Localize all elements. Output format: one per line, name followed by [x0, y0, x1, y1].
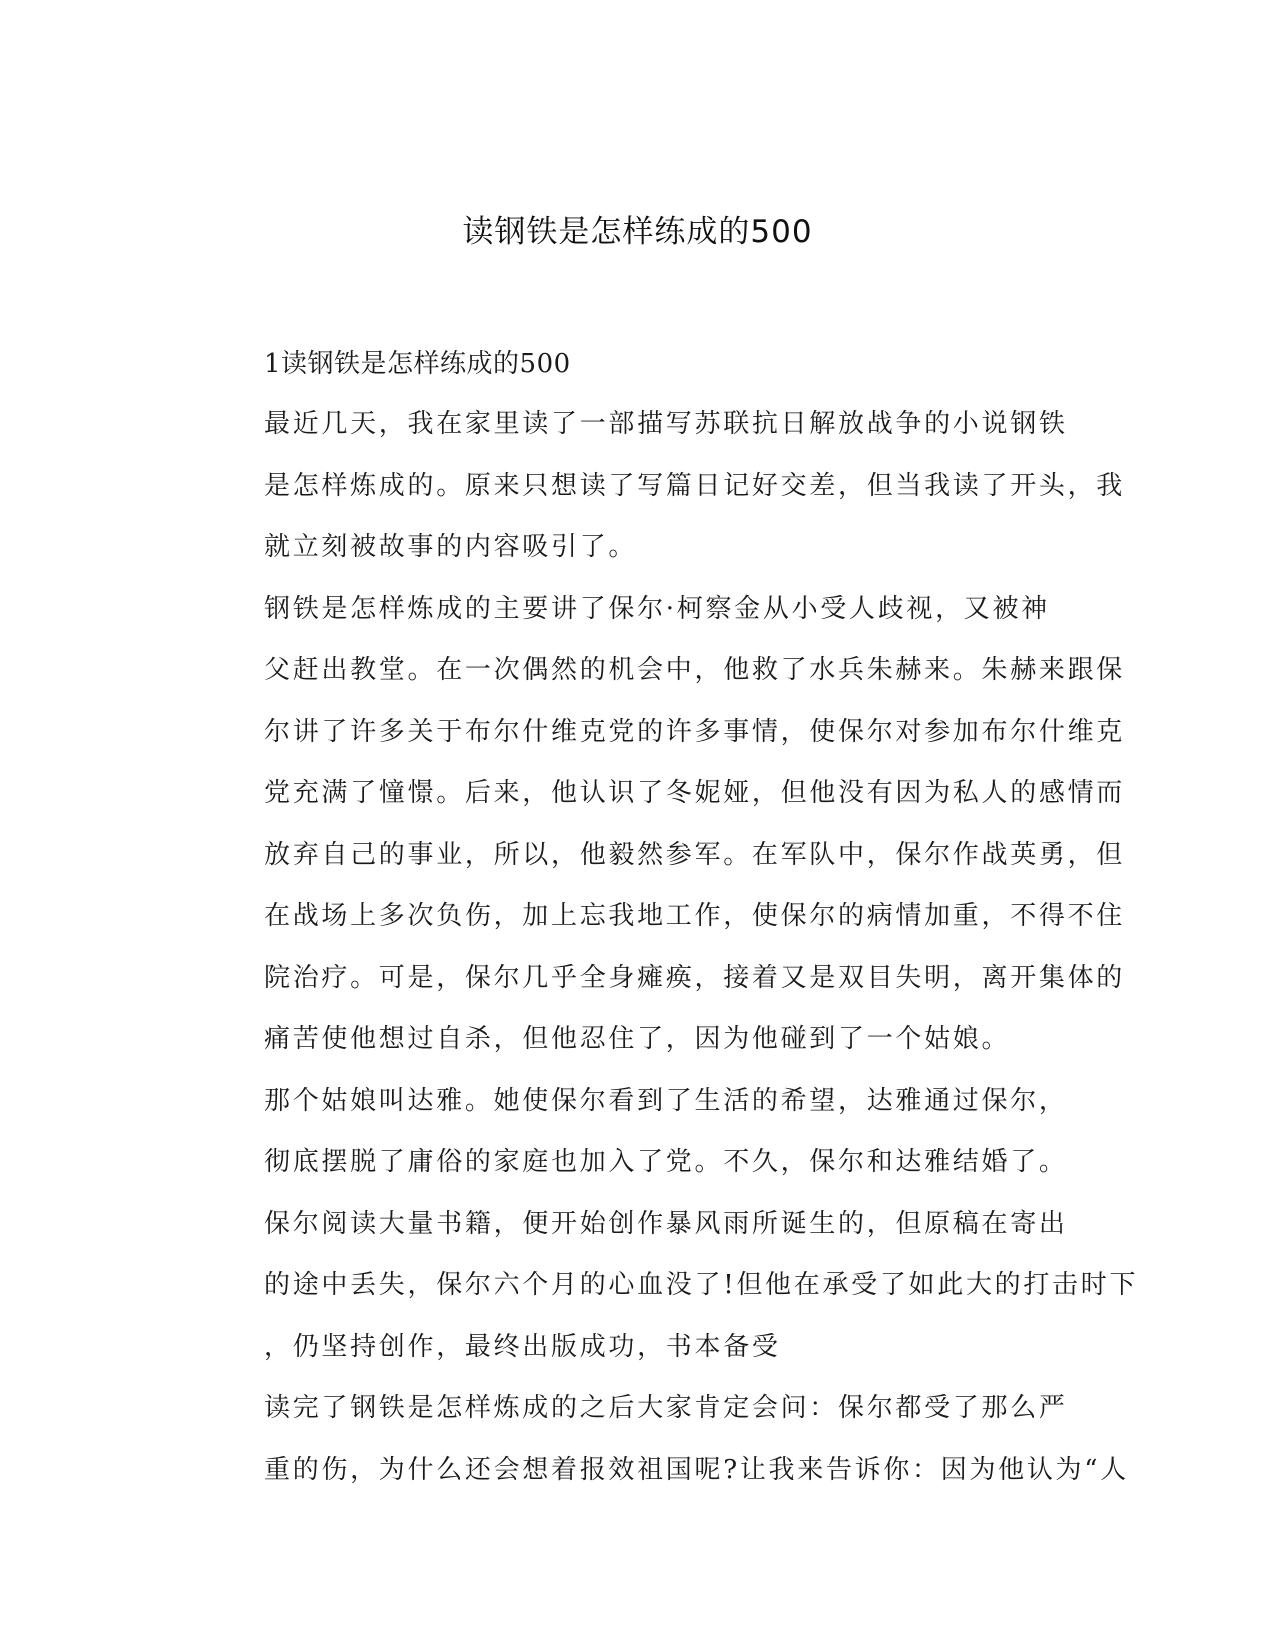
text-line: 的途中丢失，保尔六个月的心血没了!但他在承受了如此大的打击时下 — [264, 1270, 1139, 1300]
text-line: 彻底摆脱了庸俗的家庭也加入了党。不久，保尔和达雅结婚了。 — [264, 1147, 1068, 1177]
text-line: 在战场上多次负伤，加上忘我地工作，使保尔的病情加重，不得不住 — [264, 901, 1126, 931]
text-line: 就立刻被故事的内容吸引了。 — [264, 532, 638, 562]
text-line: 最近几天，我在家里读了一部描写苏联抗日解放战争的小说钢铁 — [264, 409, 1068, 439]
text-line: 院治疗。可是，保尔几乎全身瘫痪，接着又是双目失明，离开集体的 — [264, 962, 1126, 993]
paragraph-2 — [189, 579, 1126, 1071]
text-line: 重的伤，为什么还会想着报效祖国呢?让我来告诉你：因为他认为“人 — [264, 1454, 1129, 1485]
text-line: 痛苦使他想过自杀，但他忍住了，因为他碰到了一个姑娘。 — [264, 1024, 1011, 1054]
text-line: 那个姑娘叫达雅。她使保尔看到了生活的希望，达雅通过保尔， — [264, 1085, 1068, 1116]
text-line: 父赶出教堂。在一次偶然的机会中，他救了水兵朱赫来。朱赫来跟保 — [264, 655, 1126, 685]
text-line: 放弃自己的事业，所以，他毅然参军。在军队中，保尔作战英勇，但 — [264, 839, 1126, 870]
text-line: 保尔阅读大量书籍，便开始创作暴风雨所诞生的，但原稿在寄出 — [264, 1208, 1068, 1239]
document-body — [189, 335, 1139, 1501]
section-heading: 1读钢铁是怎样练成的500 — [264, 349, 571, 379]
text-line: 党充满了憧憬。后来，他认识了冬妮娅，但他没有因为私人的感情而 — [264, 778, 1126, 808]
text-line: 钢铁是怎样炼成的主要讲了保尔·柯察金从小受人歧视，又被神 — [264, 593, 1050, 624]
text-line: ，仍坚持创作，最终出版成功，书本备受 — [264, 1331, 781, 1362]
paragraph-3 — [189, 1071, 1079, 1194]
paragraph-4 — [189, 1194, 1139, 1379]
text-line: 尔讲了许多关于布尔什维克党的许多事情，使保尔对参加布尔什维克 — [264, 716, 1126, 747]
text-line: 读完了钢铁是怎样炼成的之后大家肯定会问：保尔都受了那么严 — [264, 1393, 1068, 1423]
document-title: 读钢铁是怎样练成的500 — [462, 214, 813, 250]
text-line: 是怎样炼成的。原来只想读了写篇日记好交差，但当我读了开头，我 — [264, 470, 1126, 501]
paragraph-5 — [189, 1378, 1129, 1501]
paragraph-1 — [189, 394, 1126, 579]
